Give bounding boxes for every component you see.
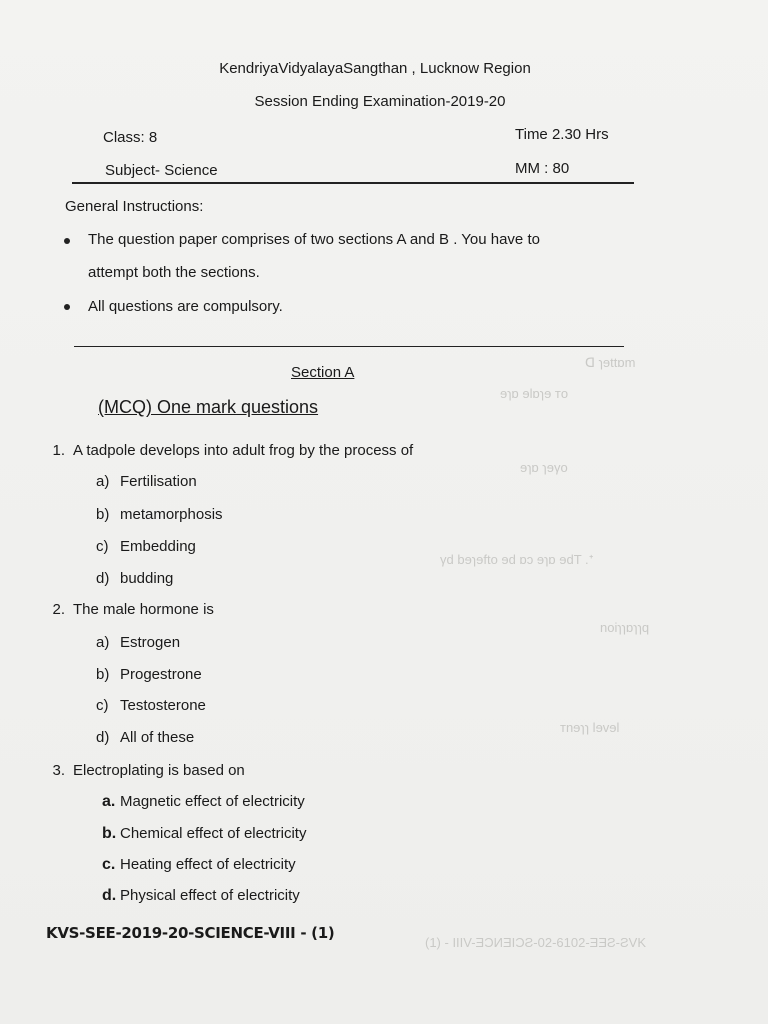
option [96, 473, 197, 490]
option-text: Physical effect of electricity [120, 887, 300, 904]
option [96, 538, 196, 555]
option-label: d) [96, 729, 110, 746]
bullet-icon [64, 238, 70, 244]
instructions-divider [74, 346, 624, 347]
school-title: KendriyaVidyalayaSangthan , Lucknow Region [219, 60, 531, 77]
option-label: a) [96, 473, 110, 490]
option [102, 825, 306, 843]
option-label: a) [96, 634, 110, 651]
option [96, 634, 180, 651]
question-number: 1. [52, 442, 65, 459]
option [102, 856, 296, 874]
option [102, 887, 300, 905]
option [96, 506, 223, 523]
question-text: The male hormone is [73, 601, 214, 618]
instruction-item: All questions are compulsory. [88, 298, 283, 315]
bleed-through-mark: noiɿɿɒɿɿq [600, 620, 650, 635]
option-label: b) [96, 506, 110, 523]
option-label: c) [96, 697, 109, 714]
option [96, 570, 173, 587]
exam-title: Session Ending Examination-2019-20 [254, 93, 506, 110]
bleed-through-mark: ᗡ ɿɘttɒm [585, 355, 636, 370]
option-text: Testosterone [120, 697, 206, 714]
option-text: Progestrone [120, 666, 202, 683]
section-subheading: (MCQ) One mark questions [98, 397, 319, 417]
page-footer-code: KVS-SEE-2019-20-SCIENCE-VIII - (1) [46, 924, 335, 942]
time-label: Time 2.30 Hrs [515, 126, 609, 143]
question-1 [45, 442, 545, 462]
bleed-through-mark: γd bɘɿɘfto ɘd ɒɔ ɘɿɒ ɘdT .ᐩ [440, 552, 594, 567]
header-divider [72, 182, 634, 184]
instruction-item: The question paper comprises of two sections A and B . You have to [88, 231, 540, 248]
option-text: budding [120, 570, 174, 587]
option [102, 793, 305, 811]
option [96, 666, 202, 683]
option-text: Heating effect of electricity [120, 856, 296, 873]
class-label: Class: 8 [103, 129, 158, 146]
question-text: A tadpole develops into adult frog by the process of [73, 442, 414, 459]
option-text: Embedding [120, 538, 196, 555]
question-2 [45, 601, 545, 621]
question-text: Electroplating is based on [73, 762, 245, 779]
option-label: d. [102, 887, 117, 904]
option-label: c. [102, 856, 116, 873]
question-number: 2. [52, 601, 65, 618]
bleed-through-mark: ɘɿɒ ɿɘγo [520, 460, 568, 475]
max-marks-label: MM : 80 [515, 160, 570, 177]
bullet-icon [64, 304, 70, 310]
bleed-through-mark: (1) - IIIV-ƎƆИƎIƆƧ-02-6102-ƎƎƧ-ƧVK [425, 935, 647, 950]
option-text: Fertilisation [120, 473, 197, 490]
option-text: Magnetic effect of electricity [120, 793, 305, 810]
option [96, 729, 194, 746]
bleed-through-mark: ᴛnɘɿɿ lɘvɘl [560, 720, 620, 735]
bleed-through-mark: ɘɿɒ ɘlɒɿɘ ᴛo [500, 386, 569, 401]
option-label: b. [102, 825, 117, 842]
question-3 [45, 762, 545, 782]
option-label: c) [96, 538, 109, 555]
instructions-title: General Instructions: [65, 198, 204, 215]
option [96, 697, 206, 714]
option-text: Estrogen [120, 634, 181, 651]
option-text: metamorphosis [120, 506, 223, 523]
option-text: All of these [120, 729, 195, 746]
option-label: b) [96, 666, 110, 683]
instruction-item-continued: attempt both the sections. [88, 264, 260, 281]
option-label: a. [102, 793, 116, 810]
option-label: d) [96, 570, 110, 587]
subject-label: Subject- Science [105, 162, 218, 179]
section-title: Section A [291, 364, 355, 381]
question-number: 3. [52, 762, 65, 779]
option-text: Chemical effect of electricity [120, 825, 307, 842]
